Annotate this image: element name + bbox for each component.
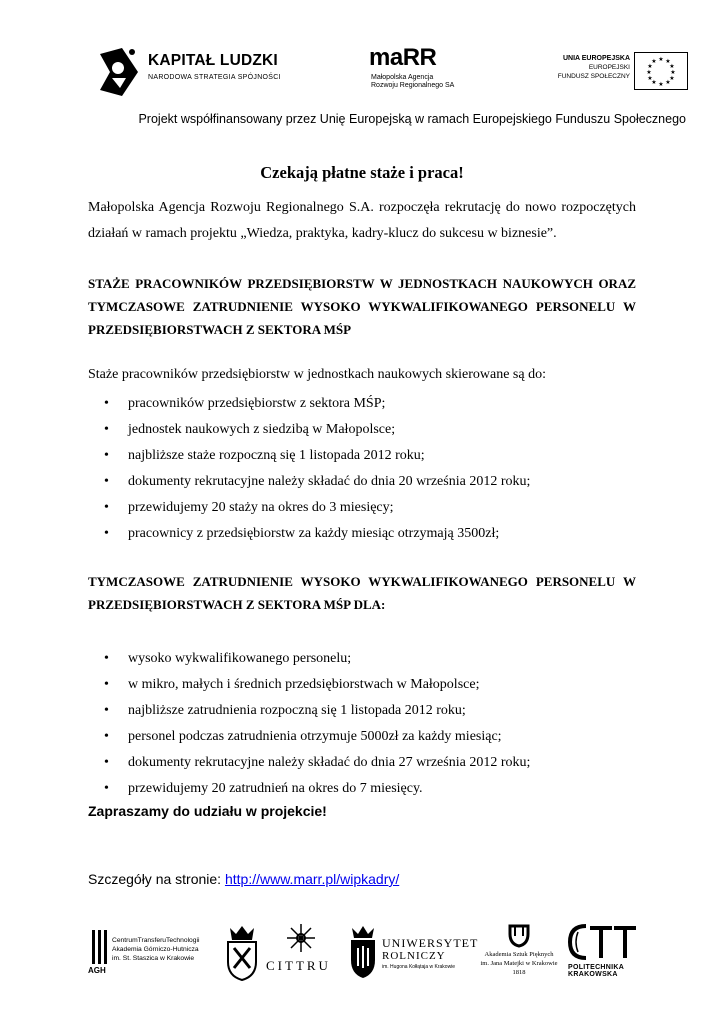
section-heading-employment: TYMCZASOWE ZATRUDNIENIE WYSOKO WYKWALIFIKOWANEGO PERSONELU W PRZEDSIĘBIORSTWACH Z SEKTORA MŚP DLA: [88, 574, 636, 612]
cittru-label: CITTRU [266, 958, 331, 973]
section-heading-internships: STAŻE PRACOWNIKÓW PRZEDSIĘBIORSTW W JEDNOSTKACH NAUKOWYCH ORAZ TYMCZASOWE ZATRUDNIENIE WYSOKO WYKWALIFIKOWANEGO PERSONELU W PRZEDSIĘBIORSTWACH Z SEKTORA MŚP [88, 276, 636, 337]
svg-text:★: ★ [669, 75, 675, 82]
eu-text [558, 54, 630, 81]
eu-line3: FUNDUSZ SPOŁECZNY [557, 73, 630, 80]
politechnika-krakowska-logo [566, 922, 638, 988]
eu-line1: UNIA EUROPEJSKA [562, 55, 630, 62]
eu-logo [548, 52, 688, 96]
svg-text:★: ★ [651, 79, 657, 86]
marr-subtitle-line1: Małopolska Agencja [371, 74, 434, 81]
svg-text:★: ★ [658, 81, 664, 88]
eu-line2: EUROPEJSKI [588, 64, 630, 71]
list-item: • personel podczas zatrudnienia otrzymuje 5000zł za każdy miesiąc; [88, 725, 530, 751]
svg-text:★: ★ [670, 69, 676, 76]
uniwersytet-rolniczy-logo [348, 922, 479, 988]
kapital-ludzki-subtitle: NARODOWA STRATEGIA SPÓJNOŚCI [148, 74, 281, 81]
list-item: • dokumenty rekrutacyjne należy składać do dnia 20 września 2012 roku; [88, 470, 530, 496]
employment-list [88, 647, 530, 803]
agh-logo [86, 922, 216, 988]
svg-text:★: ★ [651, 58, 657, 65]
kapital-ludzki-emblem-icon [96, 44, 144, 100]
asp-line3: 1818 [512, 969, 526, 976]
kapital-ludzki-title: KAPITAŁ LUDZKI [148, 52, 278, 69]
svg-text:★: ★ [658, 56, 664, 63]
crest-icon [224, 922, 260, 982]
svg-text:★: ★ [665, 79, 671, 86]
agh-line3: im. St. Staszica w Krakowie [112, 955, 195, 962]
internships-lead: Staże pracowników przedsiębiorstw w jednostkach naukowych skierowane są do: [88, 367, 546, 382]
ur-line2: ROLNICZY [382, 950, 446, 962]
list-item: • wysoko wykwalifikowanego personelu; [88, 647, 530, 673]
marr-subtitle [371, 74, 454, 90]
details-label: Szczegóły na stronie: [88, 871, 225, 887]
ur-crest-icon [348, 922, 378, 980]
agh-line1: CentrumTransferuTechnologii [112, 937, 200, 944]
list-item: • najbliższe zatrudnienia rozpoczną się 1 listopada 2012 roku; [88, 699, 530, 725]
university-crest-logo [224, 922, 260, 988]
list-item: • pracownicy z przedsiębiorstw za każdy miesiąc otrzymają 3500zł; [88, 522, 530, 548]
kapital-ludzki-logo [96, 44, 286, 100]
asp-emblem-icon [476, 922, 562, 948]
agh-text [112, 936, 199, 963]
pk-emblem-icon [566, 922, 638, 962]
list-item: • jednostek naukowych z siedzibą w Małopolsce; [88, 418, 530, 444]
list-item: • przewidujemy 20 zatrudnień na okres do 7 miesięcy. [88, 777, 530, 803]
list-item: • w mikro, małych i średnich przedsiębiorstwach w Małopolsce; [88, 673, 530, 699]
asp-line2: im. Jana Matejki w Krakowie [480, 960, 558, 967]
cofinancing-note: Projekt współfinansowany przez Unię Europejską w ramach Europejskiego Funduszu Społecznego [138, 112, 686, 126]
eu-flag-icon [634, 52, 688, 90]
pk-line2: KRAKOWSKA [568, 971, 618, 978]
internships-list [88, 392, 530, 548]
marr-subtitle-line2: Rozwoju Regionalnego SA [371, 82, 455, 89]
page-title: Czekają płatne staże i praca! [260, 163, 464, 182]
pk-line1: POLITECHNIKA [568, 964, 625, 971]
marr-wordmark: maRR [369, 44, 437, 71]
agh-label: AGH [88, 966, 106, 975]
svg-text:★: ★ [647, 63, 653, 70]
list-item: • dokumenty rekrutacyjne należy składać do dnia 27 września 2012 roku; [88, 751, 530, 777]
details-line [88, 871, 399, 887]
ur-line3: im. Hugona Kołłątaja w Krakowie [382, 964, 456, 970]
ur-line1: UNIWERSYTET [382, 936, 479, 950]
svg-text:★: ★ [669, 63, 675, 70]
list-item: • przewidujemy 20 staży na okres do 3 miesięcy; [88, 496, 530, 522]
asp-logo [476, 922, 562, 988]
details-link[interactable]: http://www.marr.pl/wipkadry/ [224, 871, 400, 887]
agh-line2: Akademia Górniczo-Hutnicza [112, 946, 199, 953]
cittru-emblem-icon [266, 922, 336, 956]
marr-logo [365, 44, 475, 100]
svg-text:★: ★ [665, 58, 671, 65]
cittru-logo [266, 922, 342, 988]
svg-text:★: ★ [646, 69, 652, 76]
svg-text:★: ★ [647, 75, 653, 82]
asp-text [476, 950, 562, 977]
asp-line1: Akademia Sztuk Pięknych [484, 951, 554, 958]
list-item: • pracowników przedsiębiorstw z sektora MŚP; [88, 392, 530, 418]
intro-paragraph: Małopolska Agencja Rozwoju Regionalnego S.A. rozpoczęła rekrutację do nowo rozpoczętych działań w ramach projektu „Wiedza, praktyka, kadry-klucz do sukcesu w biznesie”. [88, 200, 636, 241]
list-item: • najbliższe staże rozpoczną się 1 listopada 2012 roku; [88, 444, 530, 470]
invitation-text: Zapraszamy do udziału w projekcie! [88, 803, 327, 819]
pk-label [568, 964, 624, 978]
